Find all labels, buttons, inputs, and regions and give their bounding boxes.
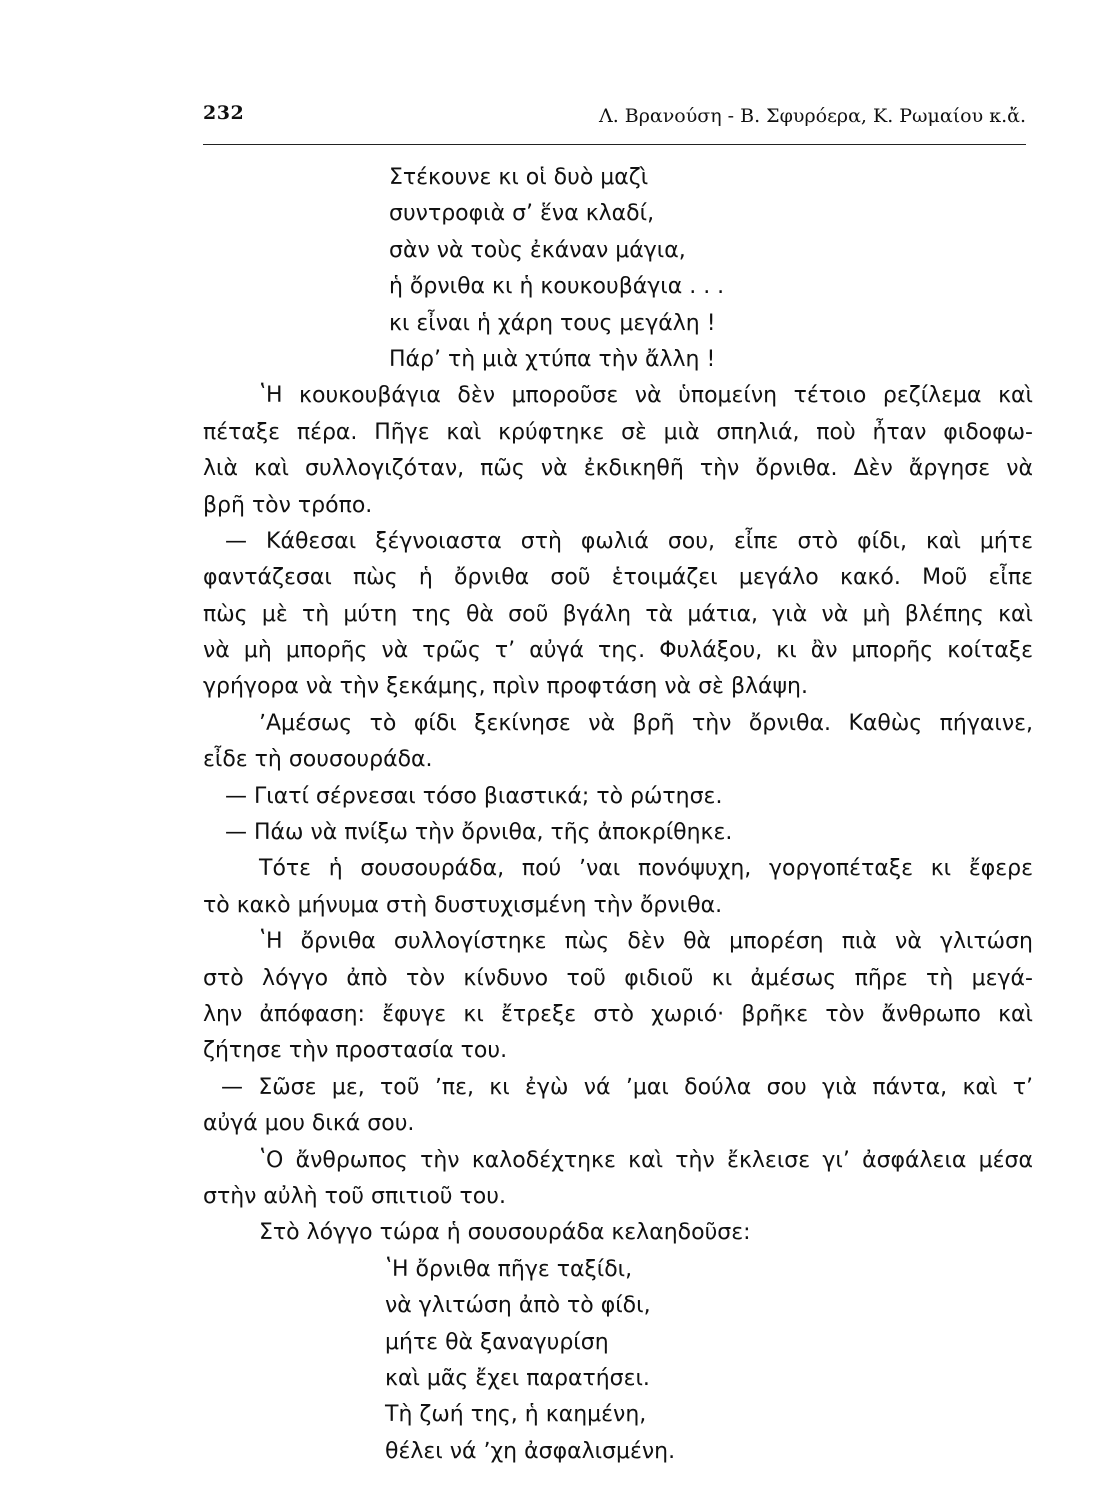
prose-line: λιὰ καὶ συλλογιζόταν, πῶς νὰ ἐκδικηθῆ τὴν ὄρνιθα. Δὲν ἄργησε νὰ [203, 456, 1033, 482]
verse-line: συντροφιὰ σ’ ἕνα κλαδί, [389, 201, 655, 227]
prose-line: πὼς μὲ τὴ μύτη της θὰ σοῦ βγάλη τὰ μάτια, γιὰ νὰ μὴ βλέπης καὶ [203, 601, 1033, 627]
page-header [203, 96, 1026, 145]
body-text [203, 160, 1033, 1470]
running-head: Λ. Βρανούση - Β. Σφυρόερα, Κ. Ρωμαίου κ.ἄ. [598, 105, 1026, 127]
verse-line: ἡ ὄρνιθα κι ἡ κουκουβάγια . . . [389, 274, 725, 300]
prose-line: εἶδε τὴ σουσουράδα. [203, 747, 433, 773]
prose-line: γρήγορα νὰ τὴν ξεκάμης, πρὶν προφτάση νὰ σὲ βλάψη. [203, 674, 808, 700]
verse-line: νὰ γλιτώση ἀπὸ τὸ φίδι, [385, 1293, 651, 1319]
prose-line: αὐγά μου δικά σου. [203, 1111, 415, 1137]
verse-line: μήτε θὰ ξαναγυρίση [385, 1329, 609, 1355]
verse-line: κι εἶναι ἡ χάρη τους μεγάλη ! [389, 310, 716, 336]
dialogue-line: — Κάθεσαι ξέγνοιαστα στὴ φωλιά σου, εἶπε στὸ φίδι, καὶ μήτε [225, 528, 1033, 554]
prose-line: λην ἀπόφαση: ἔφυγε κι ἔτρεξε στὸ χωριό· βρῆκε τὸν ἄνθρωπο καὶ [203, 1001, 1033, 1027]
prose-line: τὸ κακὸ μήνυμα στὴ δυστυχισμένη τὴν ὄρνιθα. [203, 892, 723, 918]
verse-line: Πάρ’ τὴ μιὰ χτύπα τὴν ἄλλη ! [389, 346, 716, 372]
prose-line: φαντάζεσαι πὼς ἡ ὄρνιθα σοῦ ἑτοιμάζει μεγάλο κακό. Μοῦ εἶπε [203, 565, 1033, 591]
prose-line: νὰ μὴ μπορῆς νὰ τρῶς τ’ αὐγά της. Φυλάξου, κι ἂν μπορῆς κοίταξε [203, 638, 1033, 664]
prose-line: Στὸ λόγγο τώρα ἡ σουσουράδα κελαηδοῦσε: [259, 1220, 751, 1246]
prose-line: ʽΗ κουκουβάγια δὲν μποροῦσε νὰ ὑπομείνη τέτοιο ρεζίλεμα καὶ [259, 383, 1033, 409]
prose-line: στὸ λόγγο ἀπὸ τὸν κίνδυνο τοῦ φιδιοῦ κι ἀμέσως πῆρε τὴ μεγά- [203, 965, 1033, 991]
verse-line: ʽΗ ὄρνιθα πῆγε ταξίδι, [385, 1256, 633, 1282]
dialogue-line: — Σῶσε με, τοῦ ʼπε, κι ἐγὼ νά ʼμαι δούλα σου γιὰ πάντα, καὶ τ’ [221, 1074, 1033, 1100]
prose-line: πέταξε πέρα. Πῆγε καὶ κρύφτηκε σὲ μιὰ σπηλιά, ποὺ ἦταν φιδοφω- [203, 419, 1033, 445]
verse-line: σὰν νὰ τοὺς ἐκάναν μάγια, [389, 237, 686, 263]
page-number: 232 [203, 102, 245, 124]
verse-line: Τὴ ζωή της, ἡ καημένη, [385, 1402, 647, 1428]
verse-line: Στέκουνε κι οἱ δυὸ μαζὶ [389, 165, 649, 190]
prose-line: στὴν αὐλὴ τοῦ σπιτιοῦ του. [203, 1183, 506, 1209]
prose-line: βρῆ τὸν τρόπο. [203, 492, 373, 518]
prose-line: ζήτησε τὴν προστασία του. [203, 1038, 508, 1064]
prose-line: Τότε ἡ σουσουράδα, πού ʼναι πονόψυχη, γοργοπέταξε κι ἔφερε [259, 856, 1033, 882]
dialogue-line: — Γιατί σέρνεσαι τόσο βιαστικά; τὸ ρώτησε. [225, 783, 723, 809]
prose-line: ʽΗ ὄρνιθα συλλογίστηκε πὼς δὲν θὰ μπορέση πιὰ νὰ γλιτώση [259, 929, 1033, 955]
verse-line: καὶ μᾶς ἔχει παρατήσει. [385, 1365, 650, 1391]
prose-line: ʼΑμέσως τὸ φίδι ξεκίνησε νὰ βρῆ τὴν ὄρνιθα. Καθὼς πήγαινε, [259, 710, 1033, 736]
dialogue-line: — Πάω νὰ πνίξω τὴν ὄρνιθα, τῆς ἀποκρίθηκε. [225, 820, 733, 846]
prose-line: ʽΟ ἄνθρωπος τὴν καλοδέχτηκε καὶ τὴν ἔκλεισε γι’ ἀσφάλεια μέσα [259, 1147, 1033, 1173]
verse-line: θέλει νά ʼχη ἀσφαλισμένη. [385, 1438, 676, 1464]
